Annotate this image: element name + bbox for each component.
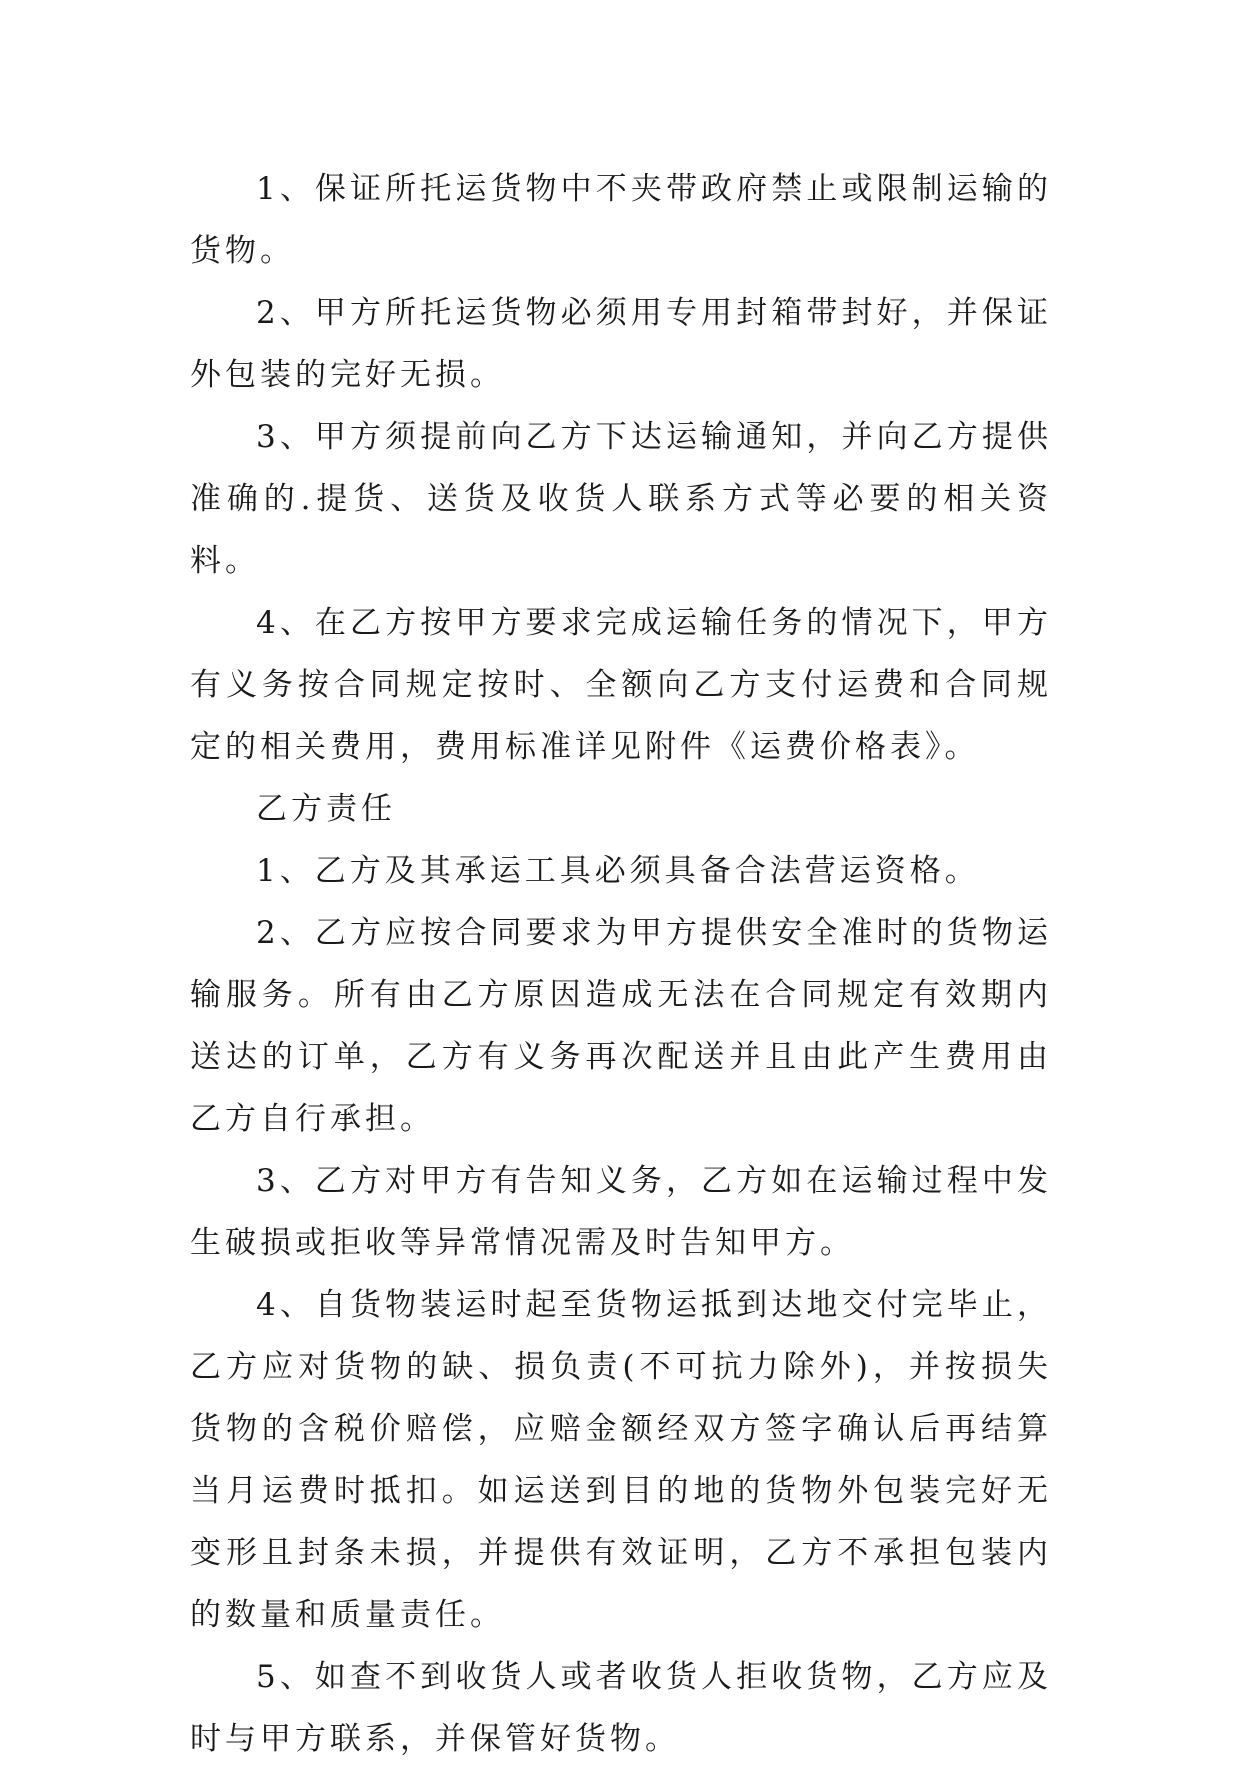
paragraph-shipper-duty-2: 2、甲方所托运货物必须用专用封箱带封好，并保证外包装的完好无损。 <box>190 295 1052 393</box>
document-body <box>190 158 1052 1770</box>
paragraph-shipper-duty-1: 1、保证所托运货物中不夹带政府禁止或限制运输的货物。 <box>190 171 1052 269</box>
paragraph-shipper-duty-4: 4、在乙方按甲方要求完成运输任务的情况下，甲方有义务按合同规定按时、全额向乙方支付运费和合同规定的相关费用，费用标准详见附件《运费价格表》。 <box>190 605 1052 765</box>
paragraph-carrier-duty-1: 1、乙方及其承运工具必须具备合法营运资格。 <box>256 853 980 889</box>
section-heading-carrier-responsibility: 乙方责任 <box>256 791 396 827</box>
paragraph-carrier-duty-2: 2、乙方应按合同要求为甲方提供安全准时的货物运输服务。所有由乙方原因造成无法在合同规定有效期内送达的订单，乙方有义务再次配送并且由此产生费用由乙方自行承担。 <box>190 915 1052 1137</box>
paragraph-shipper-duty-3: 3、甲方须提前向乙方下达运输通知，并向乙方提供准确的.提货、送货及收货人联系方式等必要的相关资料。 <box>190 419 1052 579</box>
paragraph-carrier-duty-5: 5、如查不到收货人或者收货人拒收货物，乙方应及时与甲方联系，并保管好货物。 <box>190 1659 1052 1757</box>
paragraph-carrier-duty-4: 4、自货物装运时起至货物运抵到达地交付完毕止，乙方应对货物的缺、损负责(不可抗力除外)，并按损失货物的含税价赔偿，应赔金额经双方签字确认后再结算当月运费时抵扣。如运送到目的地的货物外包装完好无变形且封条未损，并提供有效证明，乙方不承担包装内的数量和质量责任。 <box>190 1287 1052 1633</box>
paragraph-carrier-duty-3: 3、乙方对甲方有告知义务，乙方如在运输过程中发生破损或拒收等异常情况需及时告知甲方。 <box>190 1163 1052 1261</box>
